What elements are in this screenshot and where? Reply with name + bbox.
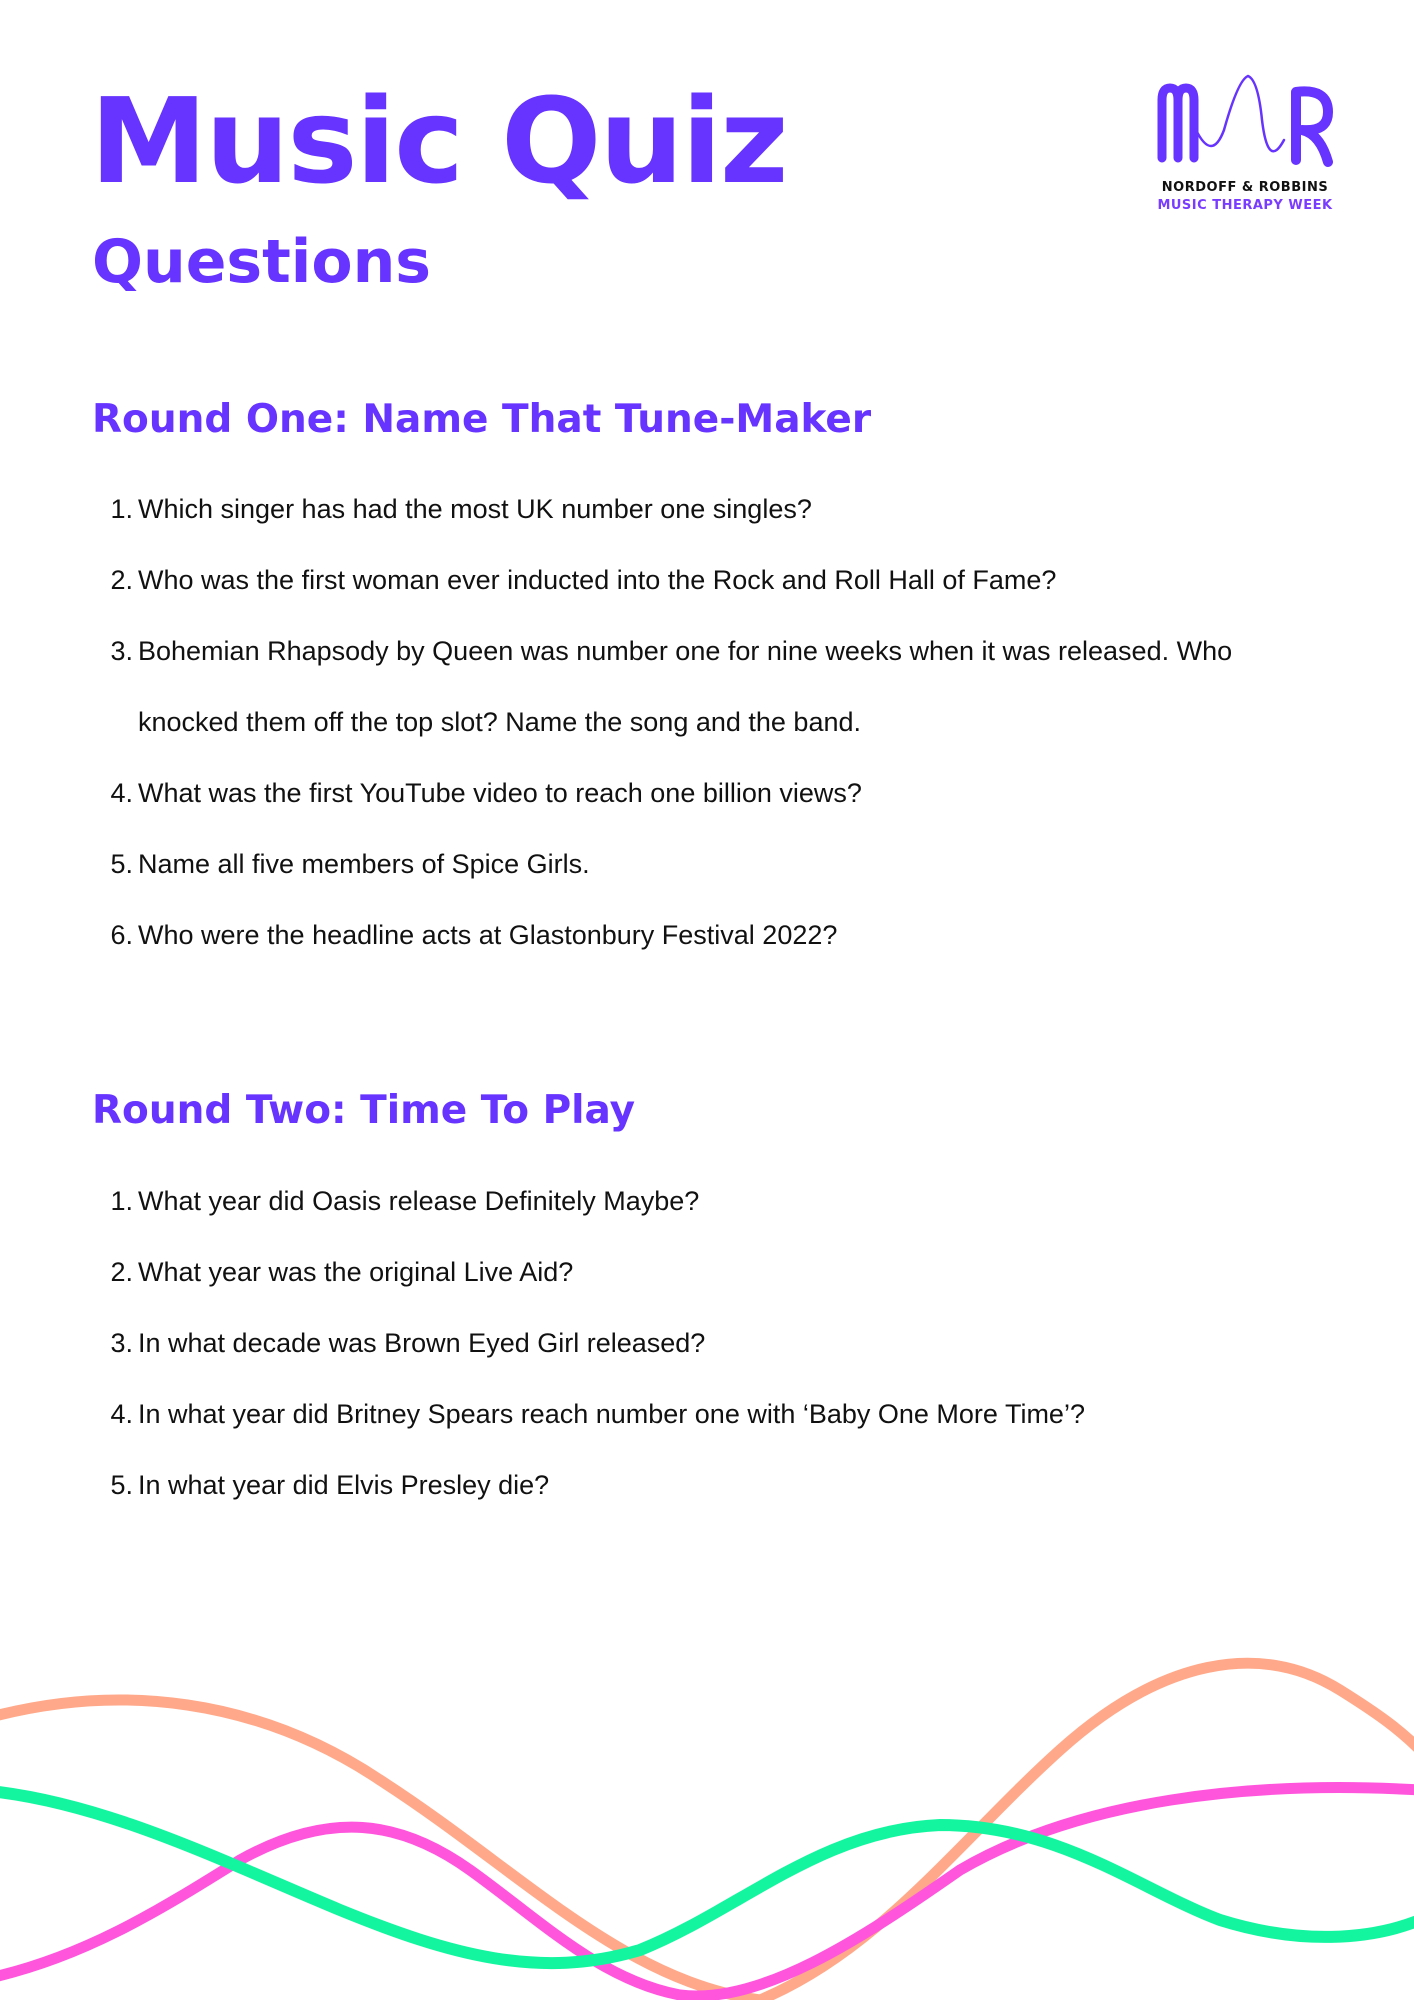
question-text: Who was the first woman ever inducted into the Rock and Roll Hall of Fame? xyxy=(138,565,1057,595)
question-number: 2. xyxy=(110,1257,133,1287)
round-two-heading: Round Two: Time To Play xyxy=(92,1088,636,1133)
question-number: 5. xyxy=(110,849,133,879)
decorative-waves xyxy=(0,1620,1414,2000)
question-text: In what year did Britney Spears reach number one with ‘Baby One More Time’? xyxy=(138,1399,1085,1429)
question-number: 5. xyxy=(110,1470,133,1500)
question-text: What was the first YouTube video to reach one billion views? xyxy=(138,778,862,808)
music-therapy-logo-icon xyxy=(1150,70,1340,175)
question-item xyxy=(0,829,1330,900)
question-item xyxy=(0,1237,1330,1308)
question-text: In what year did Elvis Presley die? xyxy=(138,1470,550,1500)
nordoff-robbins-logo xyxy=(1140,70,1350,220)
page-subtitle: Questions xyxy=(92,227,432,297)
question-number: 3. xyxy=(110,1328,133,1358)
question-number: 4. xyxy=(110,778,133,808)
question-item xyxy=(0,545,1330,616)
round-one-heading: Round One: Name That Tune-Maker xyxy=(92,397,872,442)
question-item xyxy=(0,900,1330,971)
round-two-questions xyxy=(0,1166,1330,1521)
question-text: Which singer has had the most UK number one singles? xyxy=(138,494,812,524)
question-text: Who were the headline acts at Glastonbury Festival 2022? xyxy=(138,920,838,950)
question-number: 1. xyxy=(110,1186,133,1216)
question-item xyxy=(0,1166,1330,1237)
logo-line-1: NORDOFF & ROBBINS xyxy=(1161,180,1329,195)
page-title: Music Quiz xyxy=(90,72,787,210)
question-number: 4. xyxy=(110,1399,133,1429)
question-number: 2. xyxy=(110,565,133,595)
logo-line-2: MUSIC THERAPY WEEK xyxy=(1157,198,1333,213)
question-item xyxy=(0,474,1330,545)
question-text: What year did Oasis release Definitely Maybe? xyxy=(138,1186,700,1216)
question-item xyxy=(0,1379,1330,1450)
question-item xyxy=(0,616,1330,758)
question-text: In what decade was Brown Eyed Girl released? xyxy=(138,1328,706,1358)
question-number: 3. xyxy=(110,636,133,666)
question-text: Bohemian Rhapsody by Queen was number one for nine weeks when it was released. Who knocked them off the top slot? Name the song and the band. xyxy=(138,636,1233,737)
question-number: 1. xyxy=(110,494,133,524)
question-text: What year was the original Live Aid? xyxy=(138,1257,574,1287)
question-text: Name all five members of Spice Girls. xyxy=(138,849,590,879)
peach-wave xyxy=(0,1663,1414,2000)
question-number: 6. xyxy=(110,920,133,950)
question-item xyxy=(0,1308,1330,1379)
question-item xyxy=(0,758,1330,829)
pink-wave xyxy=(0,1788,1414,1996)
question-item xyxy=(0,1450,1330,1521)
round-one-questions xyxy=(0,474,1330,971)
